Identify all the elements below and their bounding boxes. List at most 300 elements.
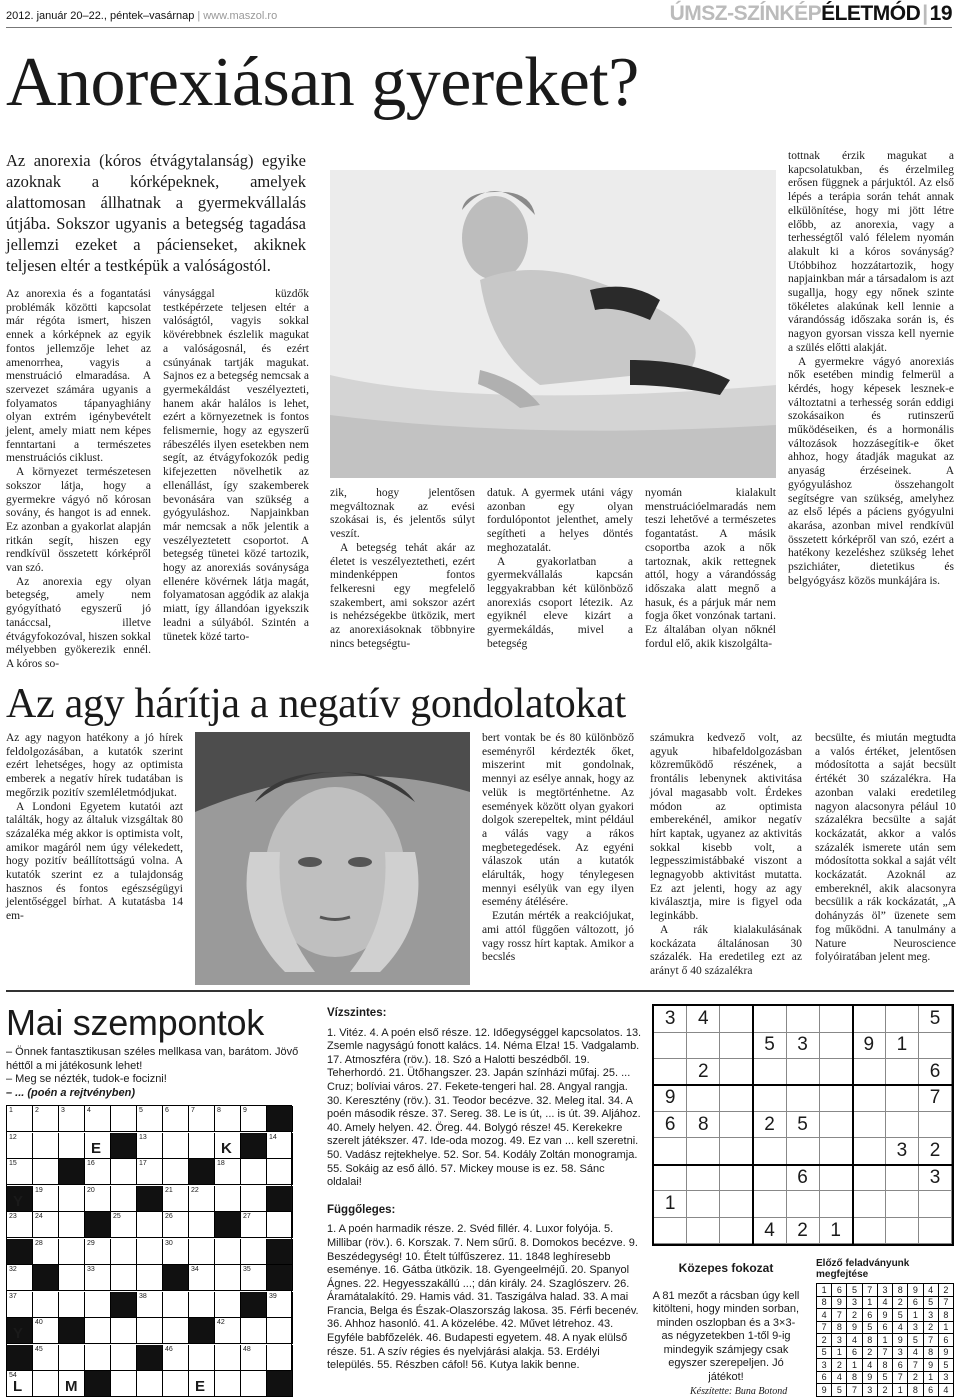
crossword-cell[interactable] bbox=[215, 1265, 241, 1291]
sudoku-cell[interactable]: 6 bbox=[654, 1112, 687, 1139]
solution-cell: 3 bbox=[923, 1309, 938, 1322]
sudoku-cell[interactable] bbox=[720, 1138, 753, 1165]
crossword-cell[interactable] bbox=[163, 1292, 189, 1318]
sudoku-cell[interactable]: 6 bbox=[786, 1165, 819, 1192]
crossword-cell[interactable] bbox=[85, 1345, 111, 1371]
sudoku-cell[interactable] bbox=[753, 1006, 786, 1033]
crossword-cell[interactable] bbox=[59, 1186, 85, 1212]
solution-cell: 8 bbox=[862, 1334, 877, 1347]
sudoku-cell[interactable] bbox=[919, 1112, 952, 1139]
sudoku-cell[interactable] bbox=[919, 1218, 952, 1245]
sudoku-cell[interactable]: 2 bbox=[919, 1138, 952, 1165]
clue-number: 1 bbox=[9, 1107, 13, 1114]
solution-cell: 5 bbox=[817, 1346, 832, 1359]
sudoku-cell[interactable] bbox=[786, 1006, 819, 1033]
solution-cell: 2 bbox=[938, 1284, 953, 1297]
crossword-cell[interactable] bbox=[111, 1345, 137, 1371]
given-letter: L bbox=[13, 1378, 23, 1395]
clue-number: 25 bbox=[113, 1213, 121, 1220]
sudoku-cell[interactable]: 9 bbox=[654, 1085, 687, 1112]
crossword-cell[interactable] bbox=[59, 1239, 85, 1265]
crossword-black-cell bbox=[85, 1371, 111, 1397]
crossword-black-cell bbox=[33, 1265, 59, 1291]
crossword-black-cell bbox=[267, 1371, 293, 1397]
crossword-cell[interactable] bbox=[33, 1318, 59, 1344]
crossword-cell[interactable] bbox=[33, 1239, 59, 1265]
solution-cell: 5 bbox=[938, 1359, 953, 1372]
solution-cell: 5 bbox=[847, 1284, 862, 1297]
second-article-column-4: becsülte, és miután megtudta a valós értéket, jelentősen módosította a saját becsült értékét 30 százalékra. Ha azonban valaki eredetileg nagyon alacsonyra pélául 10 százalékra becsülte a saját kockázatát, akkor a valós százalék ismerete után sem módosította sokkal a saját vélt kockázatát. Azoknál az embereknél, akik alacsonyra becsülik a rák kockázatát, „A dohányzás öl” üzenete sem fog működni. A tanulmány a Nature Neuroscience folyóiratában jelent meg. bbox=[815, 732, 956, 964]
crossword-cell[interactable] bbox=[59, 1345, 85, 1371]
crossword-black-cell bbox=[59, 1318, 85, 1344]
sudoku-cell[interactable] bbox=[919, 1191, 952, 1218]
sudoku-cell[interactable]: 4 bbox=[687, 1006, 720, 1033]
crossword-cell[interactable] bbox=[215, 1371, 241, 1397]
crossword-cell[interactable] bbox=[137, 1292, 163, 1318]
sudoku-cell[interactable] bbox=[786, 1138, 819, 1165]
crossword-cell[interactable] bbox=[137, 1159, 163, 1185]
crossword-cell[interactable] bbox=[137, 1133, 163, 1159]
crossword-cell[interactable] bbox=[163, 1106, 189, 1132]
sudoku-cell[interactable] bbox=[820, 1059, 853, 1086]
sudoku-cell[interactable] bbox=[853, 1138, 886, 1165]
crossword-cell[interactable] bbox=[33, 1212, 59, 1238]
solution-cell: 1 bbox=[938, 1321, 953, 1334]
crossword-cell[interactable] bbox=[163, 1371, 189, 1397]
clue-number: 32 bbox=[9, 1266, 17, 1273]
sudoku-cell[interactable] bbox=[820, 1138, 853, 1165]
clue-number: 16 bbox=[87, 1160, 95, 1167]
solution-cell: 4 bbox=[893, 1321, 908, 1334]
clue-number: 24 bbox=[35, 1213, 43, 1220]
sudoku-cell[interactable] bbox=[853, 1006, 886, 1033]
sudoku-cell[interactable]: 2 bbox=[786, 1218, 819, 1245]
crossword-cell[interactable] bbox=[241, 1186, 267, 1212]
solution-cell: 6 bbox=[923, 1384, 938, 1397]
solution-cell: 2 bbox=[847, 1309, 862, 1322]
solution-cell: 7 bbox=[847, 1384, 862, 1397]
crossword-cell[interactable] bbox=[137, 1212, 163, 1238]
sudoku-cell[interactable] bbox=[720, 1085, 753, 1112]
issue-date: 2012. január 20–22., péntek–vasárnap | www.maszol.ro bbox=[6, 10, 278, 22]
sudoku-cell[interactable] bbox=[687, 1165, 720, 1192]
second-article-column-3: számukra kedvező volt, az agyuk hibafeldolgozásban közreműködő részének, a frontális lebenynek aktivitása jóval magasabb volt. Érdekes módon az optimista emberekénél, amikor negatív hírt kaptak, ugyanez az aktivitás sokkal kisebb volt, a legpesszimistábbaké viszont a legnagyobb aktivitást mutatta. Ez azt jelenti, hogy az agy kiválasztja, mire is figyel oda leginkább. A rák kialakulásának kockázata általánosan 30 százalék. Ha eredetileg ezt az arányt ő 40 százalékra bbox=[650, 732, 802, 977]
crossword-cell[interactable] bbox=[189, 1212, 215, 1238]
sudoku-cell[interactable] bbox=[886, 1059, 919, 1086]
clue-number: 15 bbox=[9, 1160, 17, 1167]
solution-cell: 2 bbox=[923, 1321, 938, 1334]
clue-number: 9 bbox=[243, 1107, 247, 1114]
crossword-cell[interactable] bbox=[215, 1239, 241, 1265]
article-column-1: Az anorexia és a fogantatási problémák közötti kapcsolat már régóta ismert, hiszen ennek a kórképnek az egyik fontos jellemzője lehet az amenorrhea, vagyis a menstruáció elmaradása. A szervezet számára ugyanis a folyamatos tápanyaghiány olyan extrém igénybevételt jelent, amely miatt nem képes fenntartani a természetes menstruációs ciklust. A környezet természetesen sokszor látja, hogy a gyermekre vágyó nő kórosan sovány, és hangot is ad ennek. Ez azonban a gyakorlat alapján ritkán segít, hiszen egy rendkívül összetett kórképről van szó. Az anorexia egy olyan betegség, amely nem gyógyítható egyszerű jó tanáccsal, illetve étvágyfokozóval, hiszen sokkal mélyebben gyökerezik ennél. A kóros so- bbox=[6, 288, 151, 670]
crossword-cell[interactable] bbox=[33, 1106, 59, 1132]
clue-number: 6 bbox=[165, 1107, 169, 1114]
sudoku-cell[interactable] bbox=[687, 1191, 720, 1218]
solution-cell: 1 bbox=[923, 1371, 938, 1384]
crossword-cell[interactable] bbox=[215, 1345, 241, 1371]
solution-cell: 7 bbox=[893, 1371, 908, 1384]
sudoku-cell[interactable]: 3 bbox=[654, 1006, 687, 1033]
sudoku-cell[interactable] bbox=[753, 1085, 786, 1112]
crossword-cell[interactable] bbox=[241, 1318, 267, 1344]
sudoku-cell[interactable]: 1 bbox=[654, 1191, 687, 1218]
sudoku-cell[interactable]: 1 bbox=[886, 1032, 919, 1059]
sudoku-cell[interactable] bbox=[720, 1191, 753, 1218]
sudoku-cell[interactable] bbox=[853, 1165, 886, 1192]
crossword-cell[interactable] bbox=[241, 1212, 267, 1238]
clue-number: 7 bbox=[191, 1107, 195, 1114]
solution-cell: 6 bbox=[938, 1334, 953, 1347]
clue-number: 45 bbox=[35, 1345, 43, 1353]
crossword-cell[interactable] bbox=[189, 1106, 215, 1132]
crossword-cell[interactable] bbox=[33, 1159, 59, 1185]
crossword-cell[interactable] bbox=[85, 1186, 111, 1212]
crossword-cell[interactable] bbox=[7, 1371, 33, 1397]
second-article-title: Az agy hárítja a negatív gondolatokat bbox=[6, 681, 626, 727]
down-heading: Függőleges: bbox=[327, 1203, 396, 1216]
crossword-cell[interactable] bbox=[85, 1106, 111, 1132]
sudoku-cell[interactable]: 5 bbox=[919, 1006, 952, 1033]
crossword-cell[interactable] bbox=[85, 1265, 111, 1291]
sudoku-cell[interactable] bbox=[886, 1006, 919, 1033]
solution-cell: 3 bbox=[893, 1346, 908, 1359]
sudoku-cell[interactable]: 3 bbox=[919, 1165, 952, 1192]
crossword-cell[interactable] bbox=[137, 1265, 163, 1291]
crossword-cell[interactable] bbox=[163, 1345, 189, 1371]
clue-number: 37 bbox=[9, 1292, 17, 1300]
crossword-cell[interactable] bbox=[215, 1106, 241, 1132]
crossword-cell[interactable] bbox=[189, 1265, 215, 1291]
clue-number: 12 bbox=[9, 1133, 17, 1141]
sudoku-cell[interactable] bbox=[886, 1165, 919, 1192]
solution-cell: 6 bbox=[893, 1359, 908, 1372]
sudoku-cell[interactable] bbox=[786, 1085, 819, 1112]
crossword-cell[interactable] bbox=[33, 1292, 59, 1318]
crossword-cell[interactable] bbox=[111, 1159, 137, 1185]
sudoku-cell[interactable] bbox=[720, 1032, 753, 1059]
crossword-cell[interactable] bbox=[7, 1133, 33, 1159]
sudoku-cell[interactable] bbox=[853, 1218, 886, 1245]
crossword-cell[interactable] bbox=[267, 1159, 293, 1185]
sudoku-cell[interactable] bbox=[853, 1059, 886, 1086]
sudoku-cell[interactable]: 1 bbox=[820, 1218, 853, 1245]
solution-cell: 2 bbox=[832, 1359, 847, 1372]
sudoku-cell[interactable]: 3 bbox=[886, 1138, 919, 1165]
crossword-cell[interactable] bbox=[111, 1239, 137, 1265]
solution-cell: 5 bbox=[908, 1334, 923, 1347]
crossword-cell[interactable] bbox=[7, 1106, 33, 1132]
sudoku-box-line bbox=[654, 1084, 952, 1086]
solution-cell: 4 bbox=[923, 1284, 938, 1297]
solution-cell: 9 bbox=[817, 1384, 832, 1397]
given-letter: M bbox=[65, 1378, 78, 1395]
sudoku-cell[interactable] bbox=[687, 1138, 720, 1165]
sudoku-cell[interactable] bbox=[820, 1191, 853, 1218]
sudoku-cell[interactable]: 6 bbox=[919, 1059, 952, 1086]
crossword-cell[interactable] bbox=[241, 1371, 267, 1397]
crossword-cell[interactable] bbox=[189, 1186, 215, 1212]
solution-cell: 3 bbox=[817, 1359, 832, 1372]
crossword-cell[interactable] bbox=[215, 1318, 241, 1344]
crossword-cell[interactable] bbox=[267, 1133, 293, 1159]
sudoku-grid[interactable] bbox=[652, 1004, 954, 1246]
crossword-black-cell bbox=[7, 1345, 33, 1371]
page-number: 19 bbox=[929, 2, 952, 25]
sudoku-cell[interactable]: 2 bbox=[687, 1059, 720, 1086]
sudoku-cell[interactable]: 2 bbox=[753, 1112, 786, 1139]
stressed-woman-photo bbox=[195, 732, 470, 985]
crossword-cell[interactable] bbox=[241, 1159, 267, 1185]
crossword-cell[interactable] bbox=[137, 1318, 163, 1344]
section-label: ÚMSZ-SZÍNKÉPÉLETMÓD|19 bbox=[669, 2, 952, 25]
crossword-cell[interactable] bbox=[7, 1292, 33, 1318]
solution-cell: 8 bbox=[877, 1359, 892, 1372]
crossword-cell[interactable] bbox=[163, 1212, 189, 1238]
sudoku-cell[interactable]: 3 bbox=[786, 1032, 819, 1059]
clue-number: 14 bbox=[269, 1133, 277, 1141]
crossword-black-cell bbox=[241, 1292, 267, 1318]
solution-cell: 3 bbox=[832, 1334, 847, 1347]
clue-number: 13 bbox=[139, 1133, 147, 1141]
solution-cell: 8 bbox=[893, 1284, 908, 1297]
sudoku-cell[interactable] bbox=[753, 1138, 786, 1165]
sudoku-cell[interactable] bbox=[753, 1191, 786, 1218]
crossword-black-cell bbox=[137, 1186, 163, 1212]
solution-cell: 6 bbox=[832, 1284, 847, 1297]
crossword-cell[interactable] bbox=[111, 1186, 137, 1212]
sudoku-cell[interactable] bbox=[820, 1112, 853, 1139]
sudoku-cell[interactable] bbox=[654, 1032, 687, 1059]
given-letter: E bbox=[195, 1378, 206, 1395]
solution-cell: 9 bbox=[832, 1296, 847, 1309]
sudoku-cell[interactable] bbox=[820, 1085, 853, 1112]
sudoku-cell[interactable] bbox=[919, 1032, 952, 1059]
solution-cell: 6 bbox=[877, 1321, 892, 1334]
crossword-cell[interactable] bbox=[267, 1345, 293, 1371]
clue-number: 8 bbox=[217, 1107, 221, 1114]
sudoku-cell[interactable] bbox=[753, 1059, 786, 1086]
crossword-cell[interactable] bbox=[7, 1265, 33, 1291]
clue-number: 17 bbox=[139, 1160, 147, 1167]
clue-number: 30 bbox=[165, 1239, 173, 1247]
crossword-black-cell bbox=[267, 1265, 293, 1291]
sudoku-cell[interactable]: 9 bbox=[853, 1032, 886, 1059]
sudoku-cell[interactable] bbox=[820, 1032, 853, 1059]
crossword-cell[interactable] bbox=[189, 1371, 215, 1397]
article-title: Anorexiásan gyereket? bbox=[6, 44, 639, 121]
crossword-cell[interactable] bbox=[163, 1133, 189, 1159]
sudoku-cell[interactable]: 8 bbox=[687, 1112, 720, 1139]
crossword-black-cell bbox=[163, 1265, 189, 1291]
solution-cell: 8 bbox=[938, 1309, 953, 1322]
clue-number: 33 bbox=[87, 1266, 95, 1273]
sudoku-cell[interactable] bbox=[687, 1085, 720, 1112]
solution-cell: 5 bbox=[893, 1309, 908, 1322]
solution-cell: 9 bbox=[923, 1359, 938, 1372]
crossword-cell[interactable] bbox=[59, 1106, 85, 1132]
sudoku-cell[interactable] bbox=[654, 1165, 687, 1192]
crossword-cell[interactable] bbox=[85, 1133, 111, 1159]
solution-cell: 4 bbox=[862, 1359, 877, 1372]
section-divider bbox=[6, 990, 954, 992]
clue-number: 19 bbox=[35, 1186, 43, 1194]
crossword-black-cell bbox=[241, 1133, 267, 1159]
sudoku-cell[interactable] bbox=[853, 1085, 886, 1112]
down-clues: 1. A poén harmadik része. 2. Svéd fillér. 4. Luxor folyója. 5. Millibar (röv.). 6. Korszak. 7. Nem sűrű. 8. Domokos becézve. 9. Beszédegység! 10. Ételt túlfűszerez. 11. 1848 leghíresebb eseménye. 16. Gátba ütközik. 18. Gyengeelméjű. 20. Spanyol Ágnes. 22. Hegyesszakállú ...; dán király. 24. Szaglószerv. 26. Áramátalakító. 29. Hamis vád. 31. Taszigálva halad. 33. A mai Francia, Belga és Észak-Olaszország lakosa. 35. Férfi becenév. 36. Ahhoz hasonló. 41. A közelébe. 42. Művet létrehoz. 43. Egyféle babfőzelék. 46. Budapesti egyetem. 48. A nyak elülső része. 51. A szív régies és nyelvjárási alakja. 53. Erdélyi település. 55. Részben cáfol! 56. Kutya lakik benne. bbox=[327, 1223, 639, 1372]
crossword-cell[interactable] bbox=[111, 1265, 137, 1291]
solution-cell: 8 bbox=[923, 1346, 938, 1359]
crossword-cell[interactable] bbox=[163, 1159, 189, 1185]
crossword-black-cell bbox=[111, 1133, 137, 1159]
puzzle-title: Mai szempontok bbox=[6, 1002, 264, 1043]
crossword-cell[interactable] bbox=[189, 1133, 215, 1159]
sudoku-cell[interactable] bbox=[720, 1165, 753, 1192]
crossword-cell[interactable] bbox=[267, 1292, 293, 1318]
sudoku-cell[interactable] bbox=[853, 1112, 886, 1139]
crossword-cell[interactable] bbox=[59, 1133, 85, 1159]
sudoku-cell[interactable] bbox=[820, 1165, 853, 1192]
crossword-cell[interactable] bbox=[59, 1371, 85, 1397]
solution-cell: 6 bbox=[862, 1309, 877, 1322]
sudoku-cell[interactable] bbox=[720, 1112, 753, 1139]
article-lead: Az anorexia (kóros étvágytalanság) egyike azoknak a kórképeknek, amelyek alattomosan állhatnak a gyermekvállalás útjába. Sokszor ugyanis a betegség tagadása jellemzi ezeket a pácienseket, akiknek teljesen eltér a testképük a valóságostól. bbox=[6, 151, 306, 275]
sudoku-cell[interactable]: 4 bbox=[753, 1218, 786, 1245]
solution-cell: 8 bbox=[817, 1296, 832, 1309]
across-heading: Vízszintes: bbox=[327, 1007, 387, 1019]
crossword-cell[interactable] bbox=[267, 1318, 293, 1344]
sudoku-cell[interactable] bbox=[886, 1218, 919, 1245]
clue-number: 4 bbox=[87, 1107, 91, 1114]
solution-cell: 1 bbox=[862, 1296, 877, 1309]
sudoku-cell[interactable] bbox=[654, 1138, 687, 1165]
crossword-cell[interactable] bbox=[241, 1239, 267, 1265]
sudoku-cell[interactable] bbox=[687, 1032, 720, 1059]
crossword-cell[interactable] bbox=[137, 1239, 163, 1265]
sudoku-cell[interactable] bbox=[786, 1191, 819, 1218]
sudoku-box-line bbox=[654, 1164, 952, 1166]
crossword-cell[interactable] bbox=[85, 1239, 111, 1265]
sudoku-cell[interactable] bbox=[853, 1191, 886, 1218]
sudoku-cell[interactable] bbox=[654, 1218, 687, 1245]
solution-cell: 6 bbox=[847, 1346, 862, 1359]
solution-cell: 4 bbox=[817, 1309, 832, 1322]
clue-number: 54 bbox=[9, 1372, 17, 1379]
crossword-cell[interactable] bbox=[241, 1106, 267, 1132]
solution-cell: 9 bbox=[938, 1346, 953, 1359]
sudoku-cell[interactable]: 5 bbox=[753, 1032, 786, 1059]
crossword-cell[interactable] bbox=[215, 1292, 241, 1318]
crossword-cell[interactable] bbox=[85, 1159, 111, 1185]
clue-number: 22 bbox=[191, 1186, 199, 1194]
crossword-cell[interactable] bbox=[33, 1345, 59, 1371]
article-column-6: tottnak érzik magukat a kapcsolatukban, és érzelmileg erősen függnek a párjuktól. Az első lépés a terápia során tehát annak elkülönítése, hogy mi jött létre előbb, az anorexia, vagy a terhességtől való félelem nyomán alakult ki a kóros soványság? Utóbbihoz hozzátartozik, hogy napjainkban már a társadalom is azt sugallja, hogy egy nőnek szinte tökéletes alakúnak kell lennie a várandósság időszaka során is, és nagyon gyorsan vissza kell nyernie a szülés előtti alakját. A gyermekre vágyó anorexiás nők esetében mindig felmerül a kérdés, hogy képesek lesznek-e változtatni a terhesség során eddigi szokásaikon és rutinszerű működéseiken, és a hormonális változások hozzásegítik-e őket ahhoz, hogy átadják magukat az anyaság érzéseinek. A gyógyuláshoz összehangolt segítségre van szükség, amelyhez az első lépés a páciens gyógyulni akarása, azonban mivel rendkívül összetett kórképről van szó, ezért a hatékony kezeléshez szükség lehet pszichiáter, dietetikus és belgyógyász közös munkájára is. bbox=[788, 150, 954, 587]
crossword-cell[interactable] bbox=[137, 1371, 163, 1397]
clue-number: 38 bbox=[139, 1292, 147, 1300]
crossword-black-cell bbox=[7, 1239, 33, 1265]
sudoku-cell[interactable] bbox=[886, 1191, 919, 1218]
sudoku-cell[interactable] bbox=[886, 1112, 919, 1139]
solution-cell: 7 bbox=[908, 1359, 923, 1372]
crossword-cell[interactable] bbox=[215, 1133, 241, 1159]
crossword-black-cell bbox=[267, 1186, 293, 1212]
crossword-cell[interactable] bbox=[111, 1106, 137, 1132]
crossword-cell[interactable] bbox=[163, 1186, 189, 1212]
crossword-cell[interactable] bbox=[189, 1239, 215, 1265]
crossword-cell[interactable] bbox=[85, 1318, 111, 1344]
crossword-cell[interactable] bbox=[111, 1212, 137, 1238]
crossword-cell[interactable] bbox=[85, 1292, 111, 1318]
solution-cell: 2 bbox=[817, 1334, 832, 1347]
crossword-black-cell bbox=[111, 1292, 137, 1318]
clue-number: 23 bbox=[9, 1213, 17, 1220]
crossword-cell[interactable] bbox=[111, 1318, 137, 1344]
sudoku-cell[interactable] bbox=[687, 1218, 720, 1245]
crossword-cell[interactable] bbox=[33, 1133, 59, 1159]
crossword-cell[interactable] bbox=[163, 1318, 189, 1344]
crossword-cell[interactable] bbox=[59, 1212, 85, 1238]
solution-cell: 4 bbox=[832, 1371, 847, 1384]
crossword-cell[interactable] bbox=[163, 1239, 189, 1265]
sudoku-cell[interactable] bbox=[820, 1006, 853, 1033]
solution-cell: 9 bbox=[862, 1371, 877, 1384]
sudoku-cell[interactable] bbox=[720, 1059, 753, 1086]
sudoku-cell[interactable]: 7 bbox=[919, 1085, 952, 1112]
solution-cell: 4 bbox=[908, 1346, 923, 1359]
crossword-cell[interactable] bbox=[33, 1371, 59, 1397]
clue-number: 26 bbox=[165, 1213, 173, 1220]
clue-number: 21 bbox=[165, 1186, 173, 1194]
solution-cell: 7 bbox=[877, 1346, 892, 1359]
sudoku-cell[interactable] bbox=[720, 1006, 753, 1033]
crossword-cell[interactable] bbox=[267, 1212, 293, 1238]
solution-cell: 5 bbox=[862, 1321, 877, 1334]
crossword-cell[interactable] bbox=[59, 1292, 85, 1318]
clue-number: 28 bbox=[35, 1239, 43, 1247]
clue-number: 46 bbox=[165, 1345, 173, 1353]
sudoku-cell[interactable]: 5 bbox=[786, 1112, 819, 1139]
crossword-cell[interactable] bbox=[215, 1159, 241, 1185]
solution-cell: 3 bbox=[862, 1384, 877, 1397]
crossword-grid[interactable] bbox=[6, 1105, 292, 1397]
sudoku-cell[interactable] bbox=[720, 1218, 753, 1245]
previous-solution-grid bbox=[816, 1283, 954, 1397]
crossword-cell[interactable] bbox=[7, 1159, 33, 1185]
crossword-cell[interactable] bbox=[111, 1371, 137, 1397]
crossword-cell[interactable] bbox=[7, 1212, 33, 1238]
sudoku-instructions: Közepes fokozat A 81 mezőt a rácsban úgy kell kitölteni, hogy minden sorban, minden oszlopban és a 3×3-as négyzetekben 1-től 9-ig mindegyik számjegy csak egyszer szerepeljen. Jó játékot! bbox=[652, 1261, 800, 1383]
crossword-cell[interactable] bbox=[189, 1345, 215, 1371]
crossword-cell[interactable] bbox=[241, 1265, 267, 1291]
crossword-cell[interactable] bbox=[33, 1186, 59, 1212]
given-letter: E bbox=[91, 1139, 102, 1157]
sudoku-level: Közepes fokozat bbox=[678, 1261, 774, 1275]
sudoku-cell[interactable] bbox=[786, 1059, 819, 1086]
solution-cell: 1 bbox=[908, 1309, 923, 1322]
crossword-cell[interactable] bbox=[137, 1106, 163, 1132]
sudoku-cell[interactable] bbox=[753, 1165, 786, 1192]
crossword-cell[interactable] bbox=[241, 1345, 267, 1371]
solution-cell: 3 bbox=[847, 1296, 862, 1309]
sudoku-cell[interactable] bbox=[886, 1085, 919, 1112]
puzzle-credit: Készítette: Buna Botond bbox=[690, 1386, 788, 1397]
sudoku-cell[interactable] bbox=[654, 1059, 687, 1086]
crossword-cell[interactable] bbox=[189, 1292, 215, 1318]
crossword-cell[interactable] bbox=[59, 1265, 85, 1291]
solution-cell: 1 bbox=[877, 1334, 892, 1347]
solution-cell: 4 bbox=[938, 1384, 953, 1397]
solution-cell: 1 bbox=[893, 1384, 908, 1397]
crossword-cell[interactable] bbox=[215, 1186, 241, 1212]
